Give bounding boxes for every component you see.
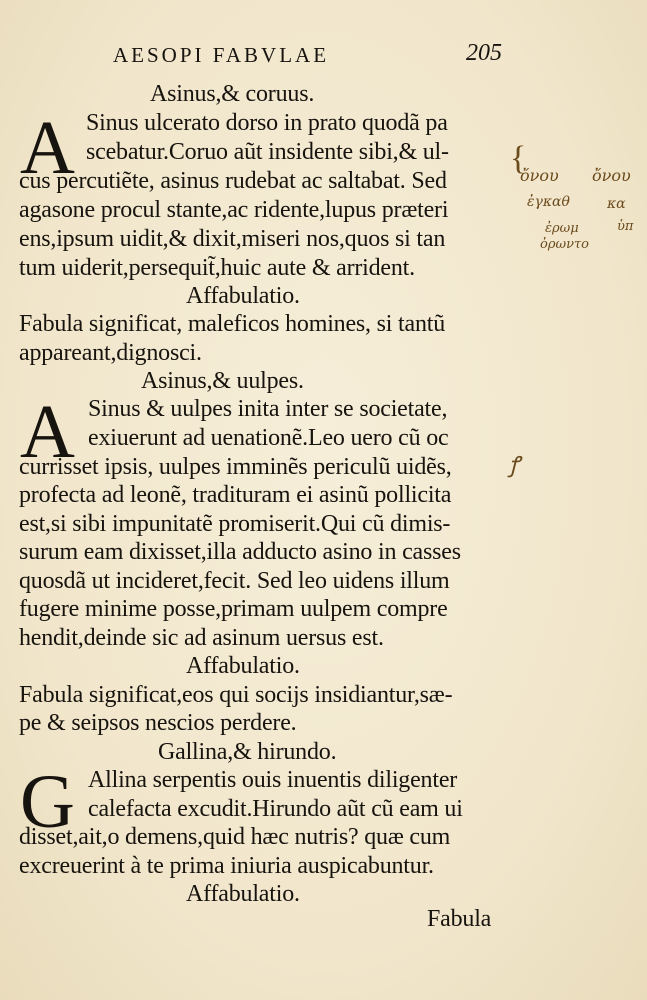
text-line: ens,ipsum uidit,& dixit,miseri nos,quos si tan (19, 226, 446, 252)
text-line: hendit,deinde sic ad asinum uersus est. (19, 625, 384, 651)
text-line: quosdã ut incideret,fecit. Sed leo uidens illum (19, 568, 450, 594)
fable-title: Asinus,& uulpes. (141, 368, 304, 394)
text-line: profecta ad leonẽ, tradituram ei asinũ pollicita (19, 482, 452, 508)
drop-initial: G (20, 760, 75, 844)
drop-initial: A (20, 106, 75, 190)
text-line: exiuerunt ad uenationẽ.Leo uero cũ oc (88, 425, 449, 451)
text-line: scebatur.Coruo aũt insidente sibi,& ul- (86, 139, 449, 165)
marginal-note: ὄνου (592, 166, 631, 185)
page-number: 205 (466, 40, 502, 66)
text-line: cus percutiẽte, asinus rudebat ac saltabat. Sed (19, 168, 447, 194)
text-line: calefacta excudit.Hirundo aũt cũ eam ui (88, 796, 463, 822)
text-line: pe & seipsos nescios perdere. (19, 710, 297, 736)
text-line: currisset ipsis, uulpes imminẽs periculũ uidẽs, (19, 454, 452, 480)
text-line: appareant,dignosci. (19, 340, 202, 366)
text-line: Fabula significat, maleficos homines, si tantũ (19, 311, 446, 337)
drop-initial: A (20, 390, 75, 474)
moral-heading: Affabulatio. (186, 653, 300, 679)
text-line: Fabula significat,eos qui socijs insidiantur,sæ- (19, 682, 453, 708)
text-line: agasone procul stante,ac ridente,lupus præteri (19, 197, 449, 223)
text-line: disset,ait,o demens,quid hæc nutris? quæ cum (19, 824, 451, 850)
fable-title: Asinus,& coruus. (150, 81, 315, 107)
text-line: surum eam dixisset,illa adducto asino in casses (19, 539, 461, 565)
text-line: fugere minime posse,primam uulpem compre (19, 596, 448, 622)
text-line: Allina serpentis ouis inuentis diligenter (88, 767, 458, 793)
running-title: AESOPI FABVLAE (113, 43, 330, 67)
marginal-note: ὀρωντο (540, 237, 589, 252)
marginal-note: κα (607, 196, 626, 212)
text-line: excreuerint à te prima iniuria auspicabuntur. (19, 853, 434, 879)
marginal-note: ὄνου (520, 166, 559, 185)
marginal-mark: ꝭ (509, 453, 520, 478)
text-line: tum uiderit,persequit̃,huic aute & arrident. (19, 255, 415, 281)
moral-heading: Affabulatio. (186, 881, 300, 907)
brace-mark: { (510, 140, 527, 177)
moral-heading: Affabulatio. (186, 283, 300, 309)
marginal-note: ἐγκαθ (527, 194, 570, 210)
marginal-note: ἐρωμ (545, 221, 579, 236)
marginal-note: ὑπ (617, 219, 634, 234)
text-line: Sinus ulcerato dorso in prato quodã pa (86, 110, 448, 136)
text-line: est,si sibi impunitatẽ promiserit.Qui cũ dimis- (19, 511, 451, 537)
catchword: Fabula (427, 906, 492, 932)
text-line: Sinus & uulpes inita inter se societate, (88, 396, 448, 422)
fable-title: Gallina,& hirundo. (158, 739, 337, 765)
